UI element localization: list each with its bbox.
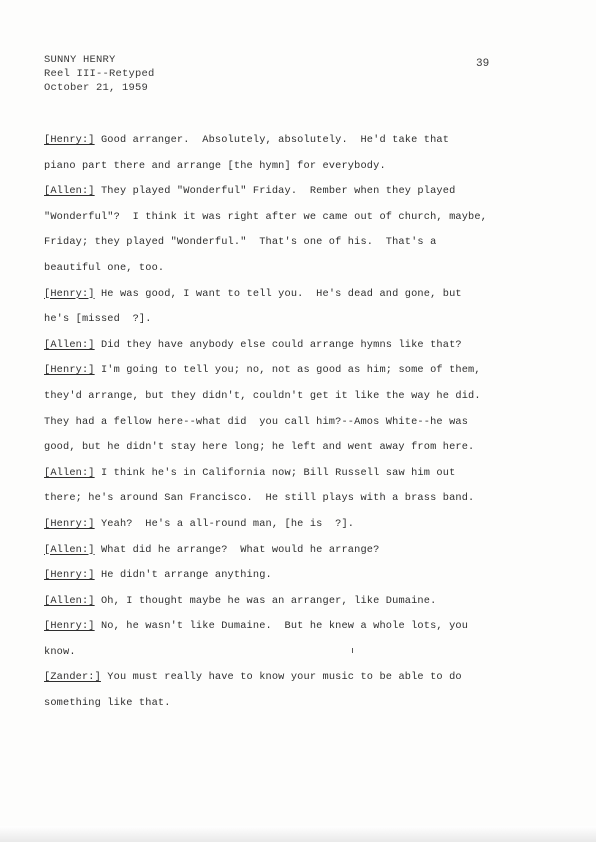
- line-text: They had a fellow here--what did you call him?--Amos White--he was: [44, 415, 469, 428]
- speaker-label: [Allen:]: [44, 594, 95, 607]
- speaker-label: [Henry:]: [44, 364, 95, 377]
- speaker-label: [Allen:]: [44, 466, 95, 479]
- transcript-line: [44, 665, 556, 691]
- line-text: piano part there and arrange [the hymn] for everybody.: [44, 159, 386, 172]
- line-text: there; he's around San Francisco. He still plays with a brass band.: [44, 492, 475, 505]
- transcript-line: [44, 691, 556, 717]
- line-text: "Wonderful"? I think it was right after we came out of church, maybe,: [44, 210, 488, 223]
- transcript-line: [44, 358, 556, 384]
- header-date: October 21, 1959: [44, 82, 149, 94]
- speaker-label: [Henry:]: [44, 517, 95, 530]
- line-text: Did they have anybody else could arrange hymns like that?: [94, 338, 462, 351]
- transcript-line: [44, 307, 556, 333]
- line-text: beautiful one, too.: [44, 261, 165, 274]
- line-text: Friday; they played "Wonderful." That's one of his. That's a: [44, 236, 437, 249]
- transcript-body: [44, 128, 556, 717]
- speaker-label: [Henry:]: [44, 569, 95, 582]
- page-edge-shadow: [0, 826, 596, 842]
- speaker-label: [Henry:]: [44, 134, 95, 146]
- transcript-line: [44, 640, 556, 666]
- transcript-line: [44, 563, 556, 589]
- transcript-line: [44, 333, 556, 359]
- transcript-line: [44, 486, 556, 512]
- line-text: Yeah? He's a all-round man, [he is ?].: [94, 517, 355, 530]
- transcript-line: [44, 538, 556, 564]
- line-text: he's [missed ?].: [44, 313, 152, 326]
- line-text: they'd arrange, but they didn't, couldn't get it like the way he did.: [44, 389, 481, 402]
- line-text: He didn't arrange anything.: [94, 569, 272, 582]
- transcript-line: [44, 256, 556, 282]
- transcript-line: [44, 410, 556, 436]
- speaker-label: [Henry:]: [44, 620, 95, 633]
- line-text: good, but he didn't stay here long; he left and went away from here.: [44, 441, 475, 454]
- header-reel: Reel III--Retyped: [44, 68, 155, 80]
- line-text: know.: [44, 645, 76, 658]
- line-text: I'm going to tell you; no, not as good as him; some of them,: [94, 364, 481, 377]
- transcript-line: [44, 282, 556, 308]
- line-text: No, he wasn't like Dumaine. But he knew a whole lots, you: [94, 620, 469, 633]
- line-text: Oh, I thought maybe he was an arranger, like Dumaine.: [94, 594, 437, 607]
- line-text: I think he's in California now; Bill Russell saw him out: [94, 466, 456, 479]
- line-text: They played "Wonderful" Friday. Rember when they played: [94, 185, 456, 198]
- speaker-label: [Allen:]: [44, 543, 95, 556]
- page-number: 39: [476, 58, 490, 70]
- speaker-label: [Allen:]: [44, 338, 95, 351]
- line-text: What did he arrange? What would he arrange?: [94, 543, 380, 556]
- transcript-line: [44, 205, 556, 231]
- line-text: Good arranger. Absolutely, absolutely. He'd take that: [94, 134, 450, 146]
- header-interviewee: SUNNY HENRY: [44, 54, 116, 66]
- speaker-label: [Henry:]: [44, 287, 95, 300]
- transcript-header: [44, 53, 155, 95]
- transcript-line: [44, 230, 556, 256]
- transcript-line: [44, 179, 556, 205]
- transcript-line: [44, 384, 556, 410]
- transcript-line: [44, 614, 556, 640]
- transcript-line: [44, 589, 556, 615]
- transcript-line: [44, 435, 556, 461]
- transcript-line: [44, 512, 556, 538]
- line-text: You must really have to know your music to be able to do: [100, 671, 462, 684]
- transcript-line: [44, 461, 556, 487]
- transcript-line: [44, 128, 556, 154]
- stray-ink-mark: [352, 648, 353, 653]
- speaker-label: [Zander:]: [44, 671, 101, 684]
- line-text: something like that.: [44, 697, 171, 710]
- speaker-label: [Allen:]: [44, 185, 95, 198]
- transcript-line: [44, 154, 556, 180]
- line-text: He was good, I want to tell you. He's dead and gone, but: [94, 287, 462, 300]
